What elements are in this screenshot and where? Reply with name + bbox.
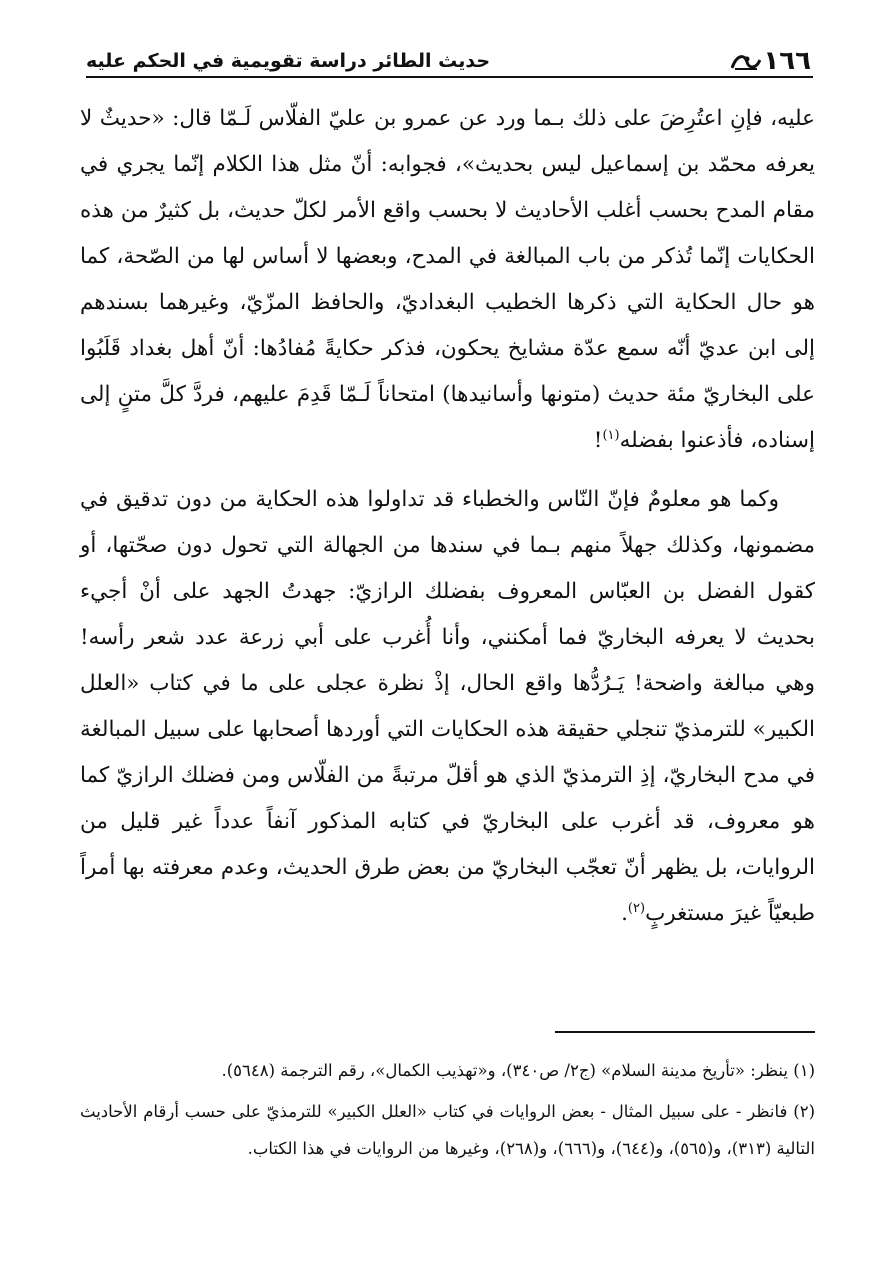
footnotes [80,1052,815,1167]
running-head-title: حديث الطائر دراسة تقويمية في الحكم عليه [86,50,491,72]
paragraph-text: عليه، فإنِ اعتُرِضَ على ذلك بـما ورد عن عمرو بن عليّ الفلّاس لَـمّا قال: «حديثٌ لا يعرفه محمّد بن إسماعيل ليس بحديث»، فجوابه: أنّ مثل هذا الكلام إنّما يجري في مقام المدح بحسب أغلب الأحاديث لا بحسب واقع الأمر لكلّ حديث، بل كثيرٌ من هذه الحكايات إنّما تُذكر من باب المبالغة في المدح، وبعضها لا أساس لها من الصّحة، كما هو حال الحكاية التي ذكرها الخطيب البغداديّ، والحافظ المزّيّ، وغيرهما بسندهم إلى ابن عديّ أنّه سمع عدّة مشايخ يحكون، فذكر حكايةً مُفادُها: أنّ أهل بغداد قَلَبُوا على البخاريّ مئة حديث (متونها وأسانيدها) امتحاناً لَـمّا قَدِمَ عليهم، فردَّ كلَّ متنٍ إلى إسناده، فأذعنوا بفضله [80,106,815,453]
page-number-ornament-icon [731,50,761,72]
header-rule [86,76,813,78]
paragraph [80,477,815,937]
footnote-separator [555,1031,815,1033]
footnote: (٢) فانظر - على سبيل المثال - بعض الروايات في كتاب «العلل الكبير» للترمذيّ على حسب أرقام الأحاديث التالية (٣١٣)، و(٥٦٥)، و(٦٤٤)، و(٦٦٦)، و(٢٦٨)، وغيرها من الروايات في هذا الكتاب. [80,1102,815,1158]
main-text [80,96,815,937]
paragraph-ending: ! [593,428,603,453]
footnote-ref: (٢) [627,901,646,916]
page-number: ١٦٦ [763,46,811,76]
footnote-ref: (١) [602,428,620,443]
footnote: (١) ينظر: «تأريخ مدينة السلام» (ج٢/ ص٣٤٠)، و«تهذيب الكمال»، رقم الترجمة (٥٦٤٨). [221,1061,815,1080]
paragraph [80,96,815,464]
page-number-group [731,46,811,76]
paragraph-ending: . [621,901,628,926]
paragraph-text: وكما هو معلومٌ فإنّ النّاس والخطباء قد تداولوا هذه الحكاية من دون تدقيق في مضمونها، وكذلك جهلاً منهم بـما في سندها من الجهالة التي تحول دون صحّتها، أو كقول الفضل بن العبّاس المعروف بفضلك الرازيّ: جهدتُ الجهد على أنْ أجيء بحديث لا يعرفه البخاريّ فما أمكنني، وأنا أُغرب على أبي زرعة عدد شعر رأسه! وهي مبالغة واضحة! يَـرُدُّها واقع الحال، إذْ نظرة عجلى على ما في كتاب «العلل الكبير» للترمذيّ تنجلي حقيقة هذه الحكايات التي أوردها أصحابها على سبيل المبالغة في مدح البخاريّ، إذِ الترمذيّ الذي هو أقلّ مرتبةً من الفلّاس ومن فضلك الرازيّ كما هو معروف، قد أغرب على البخاريّ في كتابه المذكور آنفاً عدداً غير قليل من الروايات، بل يظهر أنّ تعجّب البخاريّ من بعض طرق الحديث، وعدم معرفته بها أمراً طبعيّاً غيرَ مستغربٍ [80,487,816,926]
running-head [86,30,811,76]
